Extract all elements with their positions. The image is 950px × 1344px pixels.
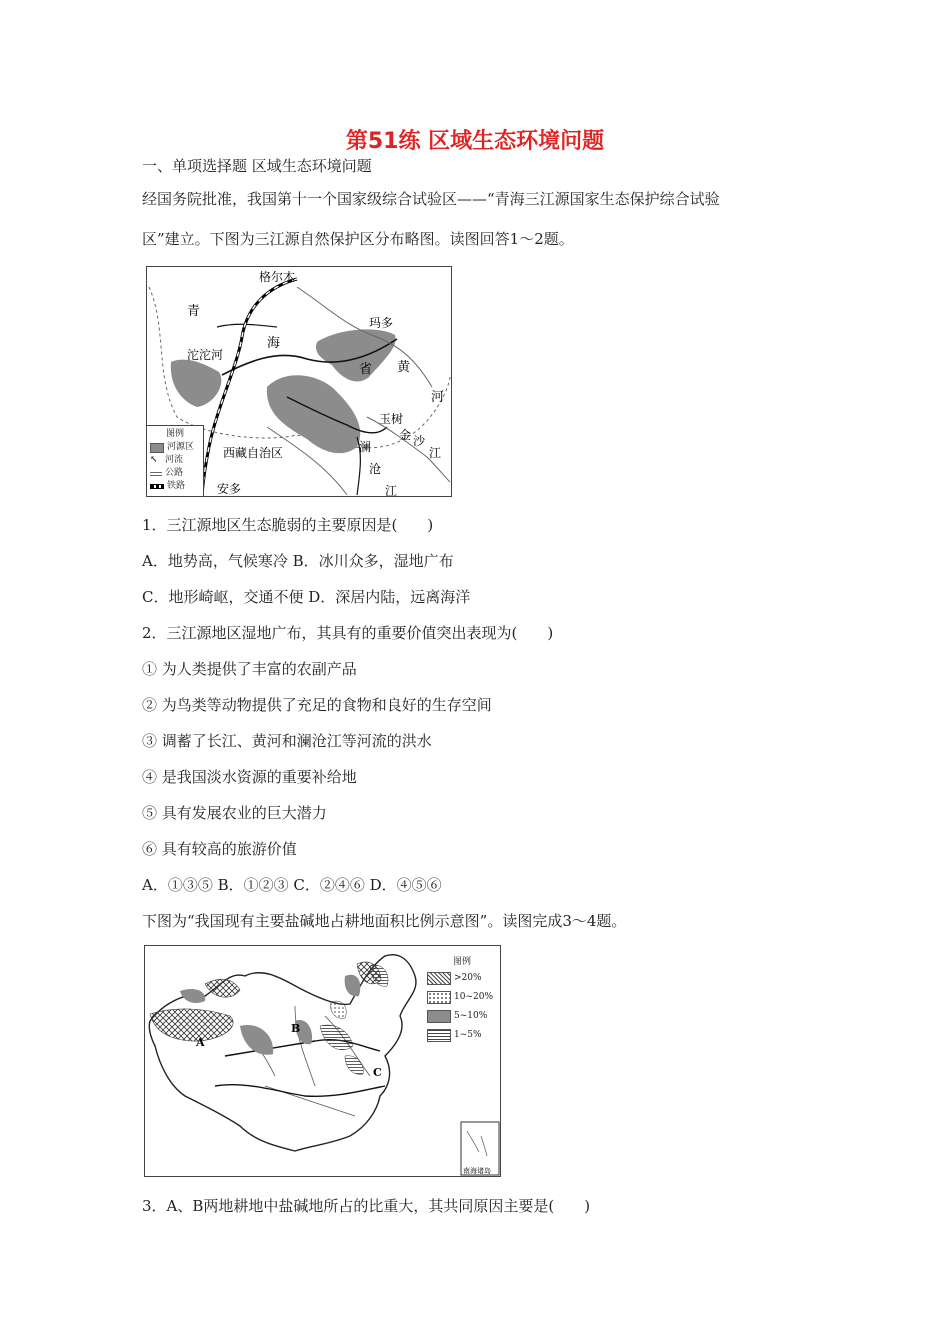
question-1-options-ab: A．地势高，气候寒冷 B．冰川众多，湿地广布 bbox=[142, 552, 454, 570]
legend-item: 1~5% bbox=[427, 1029, 497, 1042]
label-he: 河 bbox=[431, 390, 445, 405]
point-a-label: A bbox=[196, 1036, 205, 1049]
question-2-item: ① 为人类提供了丰富的农副产品 bbox=[142, 660, 357, 678]
label-maduo: 玛多 bbox=[369, 316, 394, 330]
label-hai: 海 bbox=[267, 336, 281, 351]
question-2-item: ② 为鸟类等动物提供了充足的食物和良好的生存空间 bbox=[142, 696, 492, 714]
saline-land-map bbox=[144, 945, 501, 1177]
question-2-item: ④ 是我国淡水资源的重要补给地 bbox=[142, 768, 357, 786]
swatch-over-20 bbox=[427, 972, 451, 985]
legend-title: 图例 bbox=[452, 957, 471, 967]
label-xizang: 西藏自治区 bbox=[223, 446, 284, 460]
river-symbol-icon: ↖ bbox=[150, 455, 158, 465]
question-1-options-cd: C．地形崎岖，交通不便 D．深居内陆，远离海洋 bbox=[142, 588, 471, 606]
label-cang: 沧 bbox=[369, 462, 382, 476]
legend-item: 铁路 bbox=[150, 480, 200, 493]
question-3: 3．A、B两地耕地中盐碱地所占的比重大，其共同原因主要是( ) bbox=[142, 1197, 591, 1215]
legend-title: 图例 bbox=[165, 429, 184, 439]
road-symbol-icon bbox=[150, 472, 162, 476]
legend-item: 河源区 bbox=[150, 441, 200, 454]
legend-item: ↖ 河流 bbox=[150, 455, 184, 465]
question-2: 2．三江源地区湿地广布，其具有的重要价值突出表现为( ) bbox=[142, 624, 554, 642]
sanjiangyuan-map bbox=[146, 266, 452, 497]
legend-item: 5~10% bbox=[427, 1010, 497, 1023]
label-anduo: 安多 bbox=[217, 482, 242, 496]
intro-text-2: 区”建立。下图为三江源自然保护区分布略图。读图回答1～2题。 bbox=[142, 230, 574, 248]
legend-item: 公路 bbox=[150, 467, 200, 480]
label-yushu: 玉树 bbox=[379, 412, 404, 426]
label-jin: 金 bbox=[399, 428, 412, 442]
map2-legend bbox=[427, 956, 497, 1042]
map1-legend bbox=[147, 425, 204, 496]
label-jiang: 江 bbox=[429, 446, 442, 460]
river-source-area bbox=[316, 329, 396, 381]
river-source-area bbox=[267, 375, 360, 453]
legend-item: 10~20% bbox=[427, 991, 497, 1004]
swatch-1-5 bbox=[427, 1029, 451, 1042]
point-b-label: B bbox=[291, 1022, 301, 1035]
label-qing: 青 bbox=[187, 304, 201, 319]
river-source-swatch bbox=[150, 443, 164, 453]
inset-label: 南海诸岛 bbox=[463, 1167, 491, 1175]
question-2-item: ③ 调蓄了长江、黄河和澜沧江等河流的洪水 bbox=[142, 732, 432, 750]
swatch-5-10 bbox=[427, 1010, 451, 1023]
river-source-area bbox=[171, 360, 222, 407]
legend-item: >20% bbox=[427, 972, 497, 985]
question-2-item: ⑤ 具有发展农业的巨大潜力 bbox=[142, 804, 327, 822]
question-1: 1．三江源地区生态脆弱的主要原因是( ) bbox=[142, 516, 434, 534]
label-huang: 黄 bbox=[397, 360, 411, 375]
label-sha: 沙 bbox=[413, 434, 426, 448]
page-title: 第51练 区域生态环境问题 bbox=[345, 129, 605, 154]
question-2-item: ⑥ 具有较高的旅游价值 bbox=[142, 840, 297, 858]
intro-text-3: 下图为“我国现有主要盐碱地占耕地面积比例示意图”。读图完成3～4题。 bbox=[142, 912, 627, 930]
label-jiang2: 江 bbox=[385, 484, 398, 496]
label-geermu: 格尔木 bbox=[259, 270, 296, 284]
point-c-label: C bbox=[373, 1066, 382, 1079]
label-sheng: 省 bbox=[359, 362, 373, 377]
question-2-options: A．①③⑤ B．①②③ C．②④⑥ D．④⑤⑥ bbox=[142, 876, 442, 894]
section-heading: 一、单项选择题 区域生态环境问题 bbox=[142, 157, 372, 175]
label-lan: 澜 bbox=[359, 440, 372, 454]
swatch-10-20 bbox=[427, 991, 451, 1004]
label-tuotuohe: 沱沱河 bbox=[187, 348, 224, 362]
railway-symbol-icon bbox=[150, 484, 164, 489]
intro-text-1: 经国务院批准，我国第十一个国家级综合试验区——“青海三江源国家生态保护综合试验 bbox=[142, 190, 720, 208]
